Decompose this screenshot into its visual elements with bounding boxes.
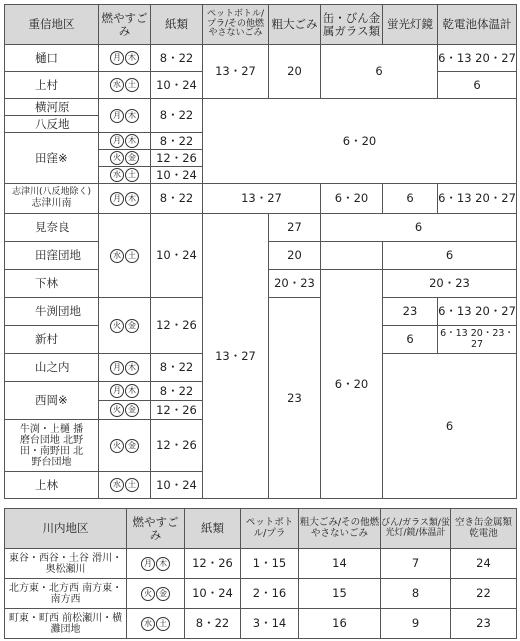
header-row bbox=[5, 509, 517, 549]
area-cell: 田窪団地 bbox=[5, 242, 99, 270]
day-badge: 水 bbox=[110, 249, 124, 263]
area-cell: 東谷・西谷・土谷 滑川・奥松瀬川 bbox=[5, 549, 127, 579]
sodai-cell: 14 bbox=[299, 549, 381, 579]
area-line: 志津川(八反地除く) bbox=[11, 187, 92, 198]
day-badge: 火 bbox=[110, 439, 124, 453]
burnable-days bbox=[127, 549, 185, 579]
can-cell: 6・20 bbox=[321, 184, 383, 214]
day-badge: 土 bbox=[156, 617, 170, 631]
bin-cell: 8 bbox=[381, 579, 451, 609]
day-badge: 月 bbox=[141, 557, 155, 571]
day-badge: 月 bbox=[110, 192, 124, 206]
burnable-days bbox=[99, 354, 151, 382]
burnable-days bbox=[99, 150, 151, 167]
paper-cell: 12・26 bbox=[185, 549, 241, 579]
sodai-cell: 20 bbox=[269, 242, 321, 270]
day-badge: 月 bbox=[110, 109, 124, 123]
burnable-days bbox=[99, 382, 151, 401]
header-burnable: 燃やすごみ bbox=[127, 509, 185, 549]
paper-cell: 12・26 bbox=[151, 401, 203, 420]
sodai-cell: 27 bbox=[269, 214, 321, 242]
burnable-days bbox=[99, 472, 151, 499]
day-badge: 月 bbox=[110, 51, 124, 65]
paper-cell: 10・24 bbox=[185, 579, 241, 609]
paper-cell: 10・24 bbox=[151, 472, 203, 499]
burnable-days bbox=[99, 214, 151, 298]
paper-cell: 8・22 bbox=[151, 354, 203, 382]
burnable-days bbox=[99, 184, 151, 214]
area-cell: 西岡※ bbox=[5, 382, 99, 420]
area-cell: 上村 bbox=[5, 72, 99, 99]
burnable-days bbox=[99, 167, 151, 184]
battery-cell bbox=[438, 45, 517, 72]
pet-cell: 13・27 bbox=[203, 184, 321, 214]
day-badge: 木 bbox=[125, 134, 139, 148]
sodai-cell: 20 bbox=[269, 45, 321, 99]
day-badge: 月 bbox=[110, 384, 124, 398]
area-cell: 下林 bbox=[5, 270, 99, 298]
day-badge: 土 bbox=[125, 478, 139, 492]
pet-cell: 1・15 bbox=[241, 549, 299, 579]
can-cell: 6 bbox=[321, 45, 438, 99]
sodai-cell: 16 bbox=[299, 609, 381, 639]
burnable-days bbox=[99, 420, 151, 472]
day-badge: 金 bbox=[125, 403, 139, 417]
shigenobu-schedule-table bbox=[4, 4, 517, 499]
merged-rest-cell: 6 bbox=[383, 242, 517, 270]
burnable-days bbox=[99, 298, 151, 354]
pet-cell: 2・16 bbox=[241, 579, 299, 609]
header-fluorescent: 蛍光灯鏡 bbox=[383, 5, 438, 45]
battery-cell: 6・13 20・27 bbox=[438, 184, 517, 214]
paper-cell: 8・22 bbox=[151, 133, 203, 150]
area-cell: 田窪※ bbox=[5, 133, 99, 184]
burnable-days bbox=[99, 99, 151, 133]
day-badge: 月 bbox=[110, 361, 124, 375]
header-sodai: 粗大ごみ bbox=[269, 5, 321, 45]
merged-rest-cell: 6 bbox=[383, 354, 517, 499]
day-badge: 木 bbox=[125, 109, 139, 123]
merged-rest-cell: 20・23 bbox=[383, 270, 517, 298]
area-cell: 横河原 bbox=[5, 99, 99, 116]
day-badge: 土 bbox=[125, 78, 139, 92]
can-cell: 23 bbox=[451, 609, 517, 639]
table-row bbox=[5, 184, 517, 214]
kawauchi-schedule-table bbox=[4, 508, 517, 639]
burnable-days bbox=[99, 45, 151, 72]
merged-rest-cell: 6 bbox=[321, 214, 517, 242]
table-row bbox=[5, 99, 517, 116]
day-badge: 木 bbox=[125, 384, 139, 398]
table-row bbox=[5, 45, 517, 72]
burnable-days bbox=[99, 133, 151, 150]
fluorescent-cell: 6 bbox=[383, 326, 438, 354]
sodai-cell: 23 bbox=[269, 298, 321, 499]
table-row bbox=[5, 579, 517, 609]
can-cell-blank bbox=[321, 242, 383, 270]
day-badge: 木 bbox=[125, 361, 139, 375]
can-cell: 6・20 bbox=[321, 270, 383, 499]
day-badge: 火 bbox=[110, 319, 124, 333]
day-badge: 水 bbox=[110, 168, 124, 182]
paper-cell: 8・22 bbox=[151, 184, 203, 214]
header-can: 空き缶金属類乾電池 bbox=[451, 509, 517, 549]
area-cell: 牛渕・上樋 播磨台団地 北野田・南野田 北野台団地 bbox=[5, 420, 99, 472]
header-can: 缶・びん金属ガラス類 bbox=[321, 5, 383, 45]
fluorescent-cell: 6 bbox=[383, 184, 438, 214]
header-row bbox=[5, 5, 517, 45]
paper-cell: 8・22 bbox=[151, 382, 203, 401]
paper-cell: 12・26 bbox=[151, 150, 203, 167]
header-battery: 乾電池体温計 bbox=[438, 5, 517, 45]
pet-cell: 13・27 bbox=[203, 214, 269, 499]
header-bin: びん/ガラス類/蛍光灯/鏡/体温計 bbox=[381, 509, 451, 549]
table-row bbox=[5, 214, 517, 242]
paper-cell: 12・26 bbox=[151, 420, 203, 472]
sodai-cell: 20・23 bbox=[269, 270, 321, 298]
day-badge: 土 bbox=[125, 168, 139, 182]
table-row bbox=[5, 609, 517, 639]
area-line: 志津川南 bbox=[31, 197, 72, 209]
area-cell: 新村 bbox=[5, 326, 99, 354]
area-cell bbox=[5, 184, 99, 214]
bin-cell: 7 bbox=[381, 549, 451, 579]
day-badge: 水 bbox=[110, 478, 124, 492]
day-badge: 土 bbox=[125, 249, 139, 263]
battery-cell: 6・13 20・23・27 bbox=[438, 326, 517, 354]
battery-cell: 6 bbox=[438, 72, 517, 99]
header-area: 重信地区 bbox=[5, 5, 99, 45]
day-badge: 金 bbox=[125, 439, 139, 453]
can-cell: 24 bbox=[451, 549, 517, 579]
paper-cell: 10・24 bbox=[151, 72, 203, 99]
area-cell: 樋口 bbox=[5, 45, 99, 72]
day-badge: 木 bbox=[125, 192, 139, 206]
day-badge: 木 bbox=[156, 557, 170, 571]
battery-cell: 6・13 20・27 bbox=[438, 298, 517, 326]
header-paper: 紙類 bbox=[151, 5, 203, 45]
paper-cell: 8・22 bbox=[151, 45, 203, 72]
day-badge: 月 bbox=[110, 134, 124, 148]
header-pet: ペットボトル/プラ bbox=[241, 509, 299, 549]
paper-cell: 12・26 bbox=[151, 298, 203, 354]
day-badge: 火 bbox=[110, 151, 124, 165]
header-paper: 紙類 bbox=[185, 509, 241, 549]
area-cell: 上林 bbox=[5, 472, 99, 499]
table-row bbox=[5, 549, 517, 579]
pet-cell: 3・14 bbox=[241, 609, 299, 639]
day-badge: 金 bbox=[156, 587, 170, 601]
can-cell: 22 bbox=[451, 579, 517, 609]
header-pet: ペットボトル/プラ/その他燃やさないごみ bbox=[203, 5, 269, 45]
area-cell: 町東・町西 前松瀬川・横灘団地 bbox=[5, 609, 127, 639]
day-badge: 火 bbox=[110, 403, 124, 417]
area-cell: 見奈良 bbox=[5, 214, 99, 242]
burnable-days bbox=[127, 579, 185, 609]
fluorescent-cell: 23 bbox=[383, 298, 438, 326]
merged-schedule-cell: 6・20 bbox=[203, 99, 517, 184]
day-badge: 木 bbox=[125, 51, 139, 65]
day-badge: 水 bbox=[141, 617, 155, 631]
burnable-days bbox=[99, 401, 151, 420]
area-cell: 八反地 bbox=[5, 116, 99, 133]
day-badge: 金 bbox=[125, 151, 139, 165]
pet-cell: 13・27 bbox=[203, 45, 269, 99]
area-cell: 山之内 bbox=[5, 354, 99, 382]
paper-cell: 8・22 bbox=[185, 609, 241, 639]
area-cell: 牛渕団地 bbox=[5, 298, 99, 326]
paper-cell: 8・22 bbox=[151, 99, 203, 133]
sodai-cell: 15 bbox=[299, 579, 381, 609]
day-badge: 火 bbox=[141, 587, 155, 601]
paper-cell: 10・24 bbox=[151, 167, 203, 184]
day-badge: 金 bbox=[125, 319, 139, 333]
battery-value: 6・13 20・27 bbox=[438, 50, 516, 65]
bin-cell: 9 bbox=[381, 609, 451, 639]
area-cell: 北方東・北方西 南方東・南方西 bbox=[5, 579, 127, 609]
burnable-days bbox=[99, 72, 151, 99]
day-badge: 水 bbox=[110, 78, 124, 92]
burnable-days bbox=[127, 609, 185, 639]
header-sodai: 粗大ごみ/その他燃やさないごみ bbox=[299, 509, 381, 549]
header-area: 川内地区 bbox=[5, 509, 127, 549]
header-burnable: 燃やすごみ bbox=[99, 5, 151, 45]
paper-cell: 10・24 bbox=[151, 214, 203, 298]
